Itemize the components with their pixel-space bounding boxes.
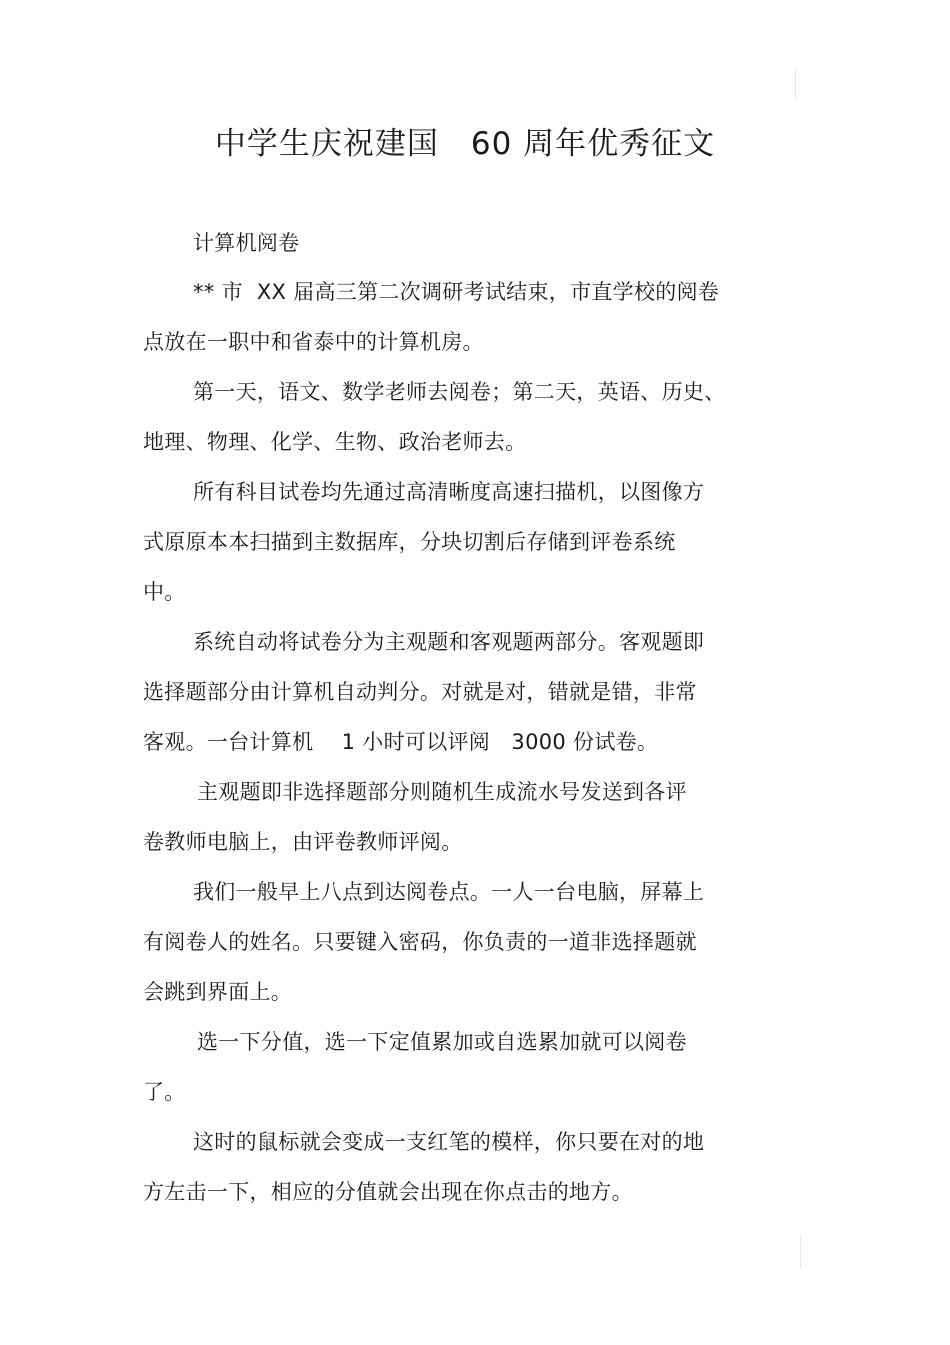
paragraph-line: 卷教师电脑上，由评卷教师评阅。 <box>143 830 463 854</box>
paragraph-line: ** 市 XX 届高三第二次调研考试结束，市直学校的阅卷 <box>193 280 720 304</box>
paragraph-line: 点放在一职中和省泰中的计算机房。 <box>143 330 484 354</box>
paragraph-line: 系统自动将试卷分为主观题和客观题两部分。客观题即 <box>193 630 705 654</box>
paragraph-line: 计算机阅卷 <box>193 231 300 255</box>
paragraph-line: 这时的鼠标就会变成一支红笔的模样，你只要在对的地 <box>193 1130 705 1154</box>
margin-mark-bottom <box>800 1235 801 1267</box>
paragraph-line: 选一下分值，选一下定值累加或自选累加就可以阅卷 <box>197 1030 687 1054</box>
paragraph-line: 会跳到界面上。 <box>143 980 293 1004</box>
paragraph-line: 所有科目试卷均先通过高清晰度高速扫描机，以图像方 <box>193 480 705 504</box>
margin-mark-top <box>795 68 796 100</box>
paragraph-line: 式原原本本扫描到主数据库，分块切割后存储到评卷系统 <box>143 530 676 554</box>
paragraph-line: 第一天，语文、数学老师去阅卷；第二天，英语、历史、 <box>193 380 726 404</box>
document-title: 中学生庆祝建国 60 周年优秀征文 <box>214 126 716 162</box>
paragraph-line: 方左击一下，相应的分值就会出现在你点击的地方。 <box>143 1180 633 1204</box>
paragraph-line: 地理、物理、化学、生物、政治老师去。 <box>143 430 527 454</box>
paragraph-line: 了。 <box>143 1080 186 1104</box>
paragraph-line: 主观题即非选择题部分则随机生成流水号发送到各评 <box>197 780 687 804</box>
paragraph-line: 客观。一台计算机 1 小时可以评阅 3000 份试卷。 <box>143 730 659 754</box>
paragraph-line: 选择题部分由计算机自动判分。对就是对，错就是错，非常 <box>143 680 697 704</box>
paragraph-line: 我们一般早上八点到达阅卷点。一人一台电脑，屏幕上 <box>193 880 705 904</box>
paragraph-line: 中。 <box>143 580 186 604</box>
paragraph-line: 有阅卷人的姓名。只要键入密码，你负责的一道非选择题就 <box>143 930 697 954</box>
